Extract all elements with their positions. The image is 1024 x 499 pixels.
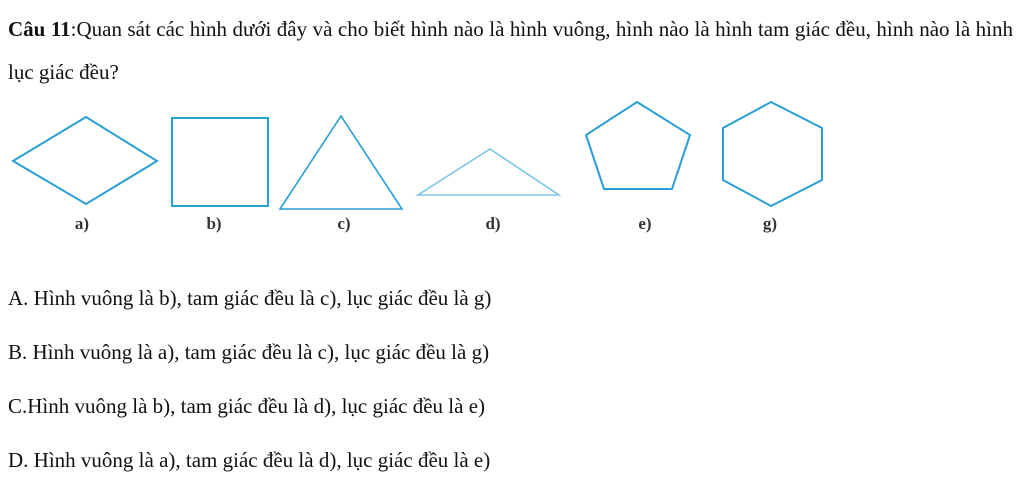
square-figure-b (172, 118, 268, 206)
figure-label-g: g) (762, 214, 778, 233)
option-b[interactable]: B. Hình vuông là a), tam giác đều là c), lục giác đều là g) (8, 340, 490, 364)
hexagon-figure-g (723, 102, 822, 206)
question-number: Câu 11 (8, 17, 71, 41)
figure-label-b: b) (206, 214, 222, 233)
question-body: :Quan sát các hình dưới đây và cho biết hình nào là hình vuông, hình nào là hình tam giác đều, hình nào là hình lục giác đều? (8, 17, 1013, 84)
question-text (8, 8, 1013, 94)
figures-row (0, 95, 1024, 245)
pentagon-figure-e (586, 102, 690, 189)
rhombus-figure-a (13, 117, 157, 204)
figures-canvas (0, 95, 1024, 245)
answer-options (8, 283, 491, 499)
figure-label-d: d) (485, 214, 501, 233)
option-c[interactable]: C.Hình vuông là b), tam giác đều là d), lục giác đều là e) (8, 394, 486, 418)
option-a[interactable]: A. Hình vuông là b), tam giác đều là c), lục giác đều là g) (8, 286, 492, 310)
equilateral-triangle-figure-c (280, 116, 402, 209)
obtuse-triangle-figure-d (418, 149, 559, 195)
figure-label-c: c) (337, 214, 351, 233)
option-d[interactable]: D. Hình vuông là a), tam giác đều là d), lục giác đều là e) (8, 448, 491, 472)
figure-label-a: a) (74, 214, 90, 233)
figure-label-e: e) (638, 214, 652, 233)
